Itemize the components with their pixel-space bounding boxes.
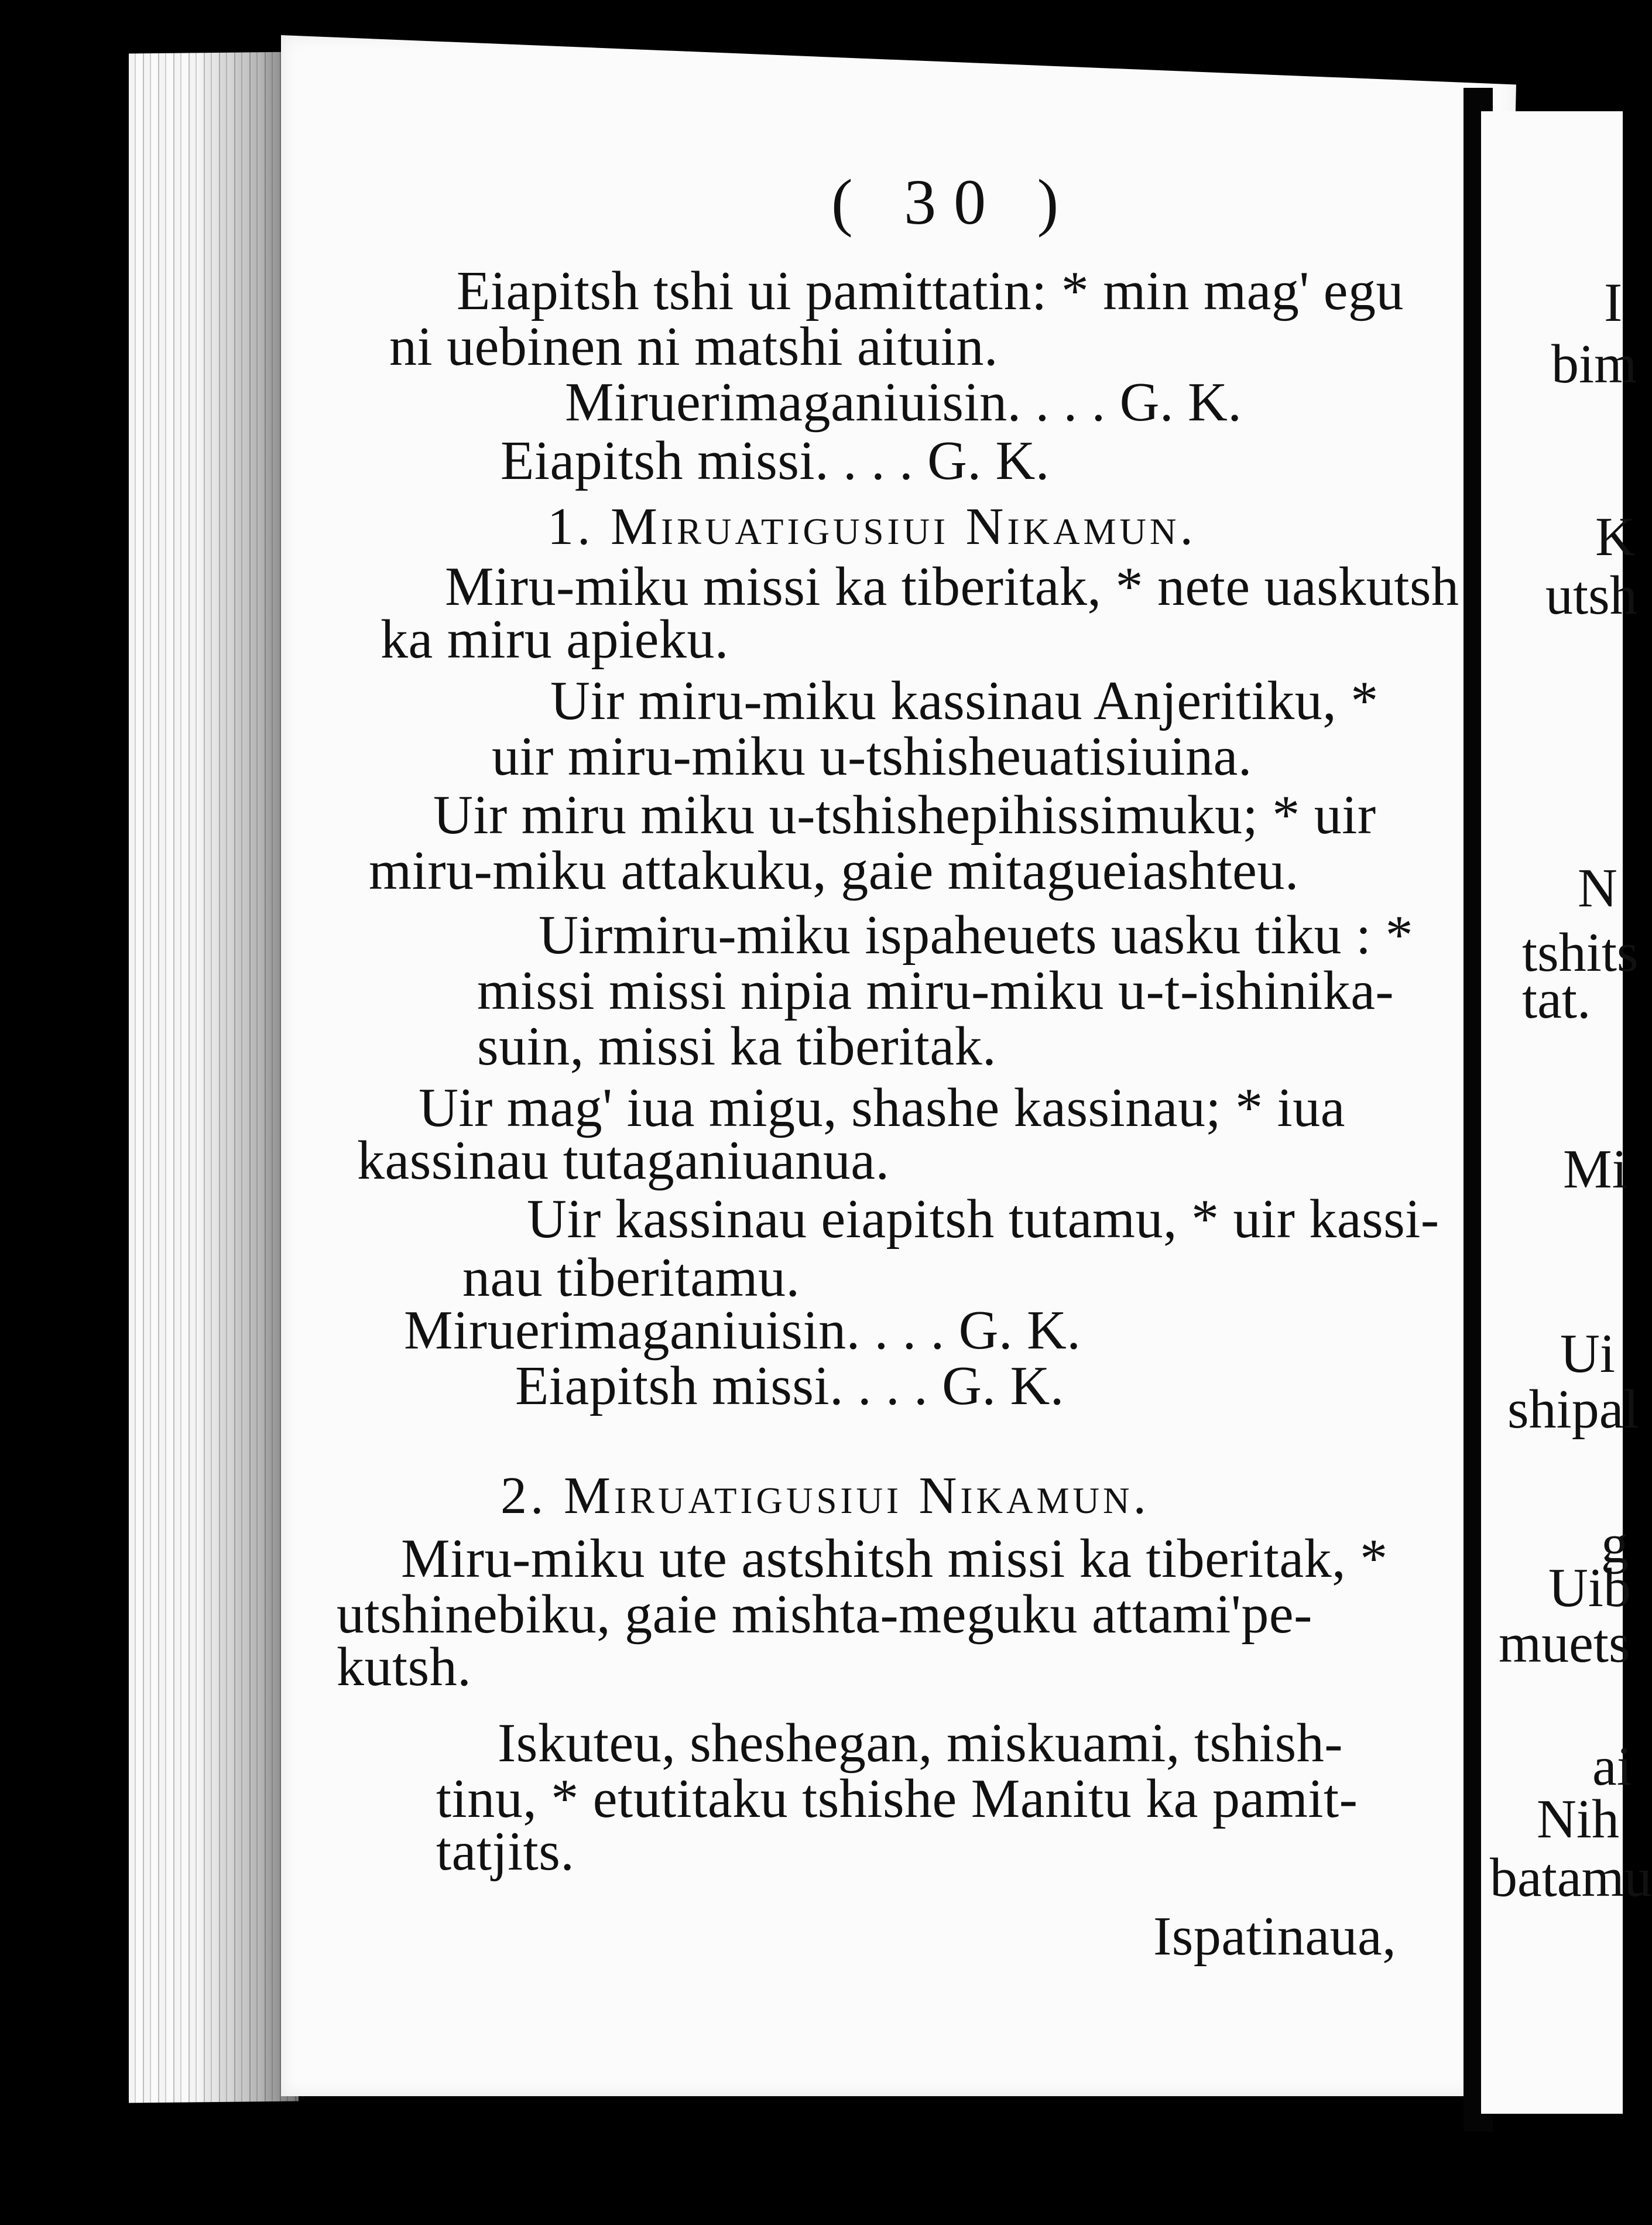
text-line: Uirmiru-miku ispaheuets uasku tiku : * (539, 905, 1414, 966)
text-line: tinu, * etutitaku tshishe Manitu ka pamit- (436, 1768, 1358, 1829)
text-line: Eiapitsh missi. . . . G. K. (515, 1355, 1064, 1416)
text-line: ka miru apieku. (381, 609, 729, 670)
facing-page-fragment: Uib (1548, 1558, 1631, 1618)
text-line: Uir kassinau eiapitsh tutamu, * uir kassi- (527, 1189, 1439, 1250)
section-heading: 2. Miruatigusiui Nikamun. (501, 1467, 1150, 1525)
facing-page-fragment: tat. (1522, 969, 1591, 1030)
facing-page-fragment: Ui (1560, 1323, 1615, 1384)
text-line: kassinau tutaganiuanua. (357, 1130, 890, 1191)
facing-page-fragment: g (1601, 1514, 1629, 1574)
facing-page-fragment: shipal (1507, 1379, 1639, 1440)
text-line: tatjits. (436, 1821, 575, 1882)
facing-page-fragment: Mi (1563, 1139, 1627, 1200)
facing-page-fragment: utsh (1545, 565, 1637, 626)
text-line: Miru-miku ute astshitsh missi ka tiberitak, * (401, 1528, 1388, 1589)
text-line: missi missi nipia miru-miku u-t-ishinika- (477, 960, 1394, 1021)
text-line: Uir miru miku u-tshishepihissimuku; * uir (433, 785, 1376, 846)
text-line: suin, missi ka tiberitak. (477, 1016, 997, 1077)
facing-page-fragment: K (1595, 506, 1635, 567)
text-line: Uir mag' iua migu, shashe kassinau; * iua (419, 1077, 1345, 1138)
text-line: Miru-miku missi ka tiberitak, * nete uaskutsh (445, 556, 1459, 617)
text-line: uir miru-miku u-tshisheuatisiuina. (492, 726, 1252, 787)
facing-page-fragment: Nih (1537, 1789, 1619, 1850)
text-line: Iskuteu, sheshegan, miskuami, tshish- (498, 1713, 1343, 1774)
facing-page-fragment: tshits (1522, 922, 1639, 983)
text-line: Uir miru-miku kassinau Anjeritiku, * (550, 670, 1379, 731)
catchword: Ispatinaua, (1153, 1906, 1397, 1967)
text-line: Eiapitsh tshi ui pamittatin: * min mag' egu (457, 261, 1404, 321)
facing-page-fragment: muets (1499, 1613, 1630, 1674)
text-line: utshinebiku, gaie mishta-meguku attami'pe- (337, 1584, 1312, 1645)
text-line: miru-miku attakuku, gaie mitagueiashteu. (369, 840, 1299, 901)
facing-page-fragment: ai (1592, 1736, 1632, 1797)
section-heading: 1. Miruatigusiui Nikamun. (547, 498, 1197, 556)
page-number: ( 30 ) (831, 166, 1077, 238)
text-line: Miruerimaganiuisin. . . . G. K. (404, 1300, 1081, 1361)
text-line: Miruerimaganiuisin. . . . G. K. (565, 372, 1242, 433)
text-line: kutsh. (337, 1637, 472, 1697)
facing-page-fragment: I (1604, 272, 1623, 333)
facing-page-fragment: N (1578, 858, 1617, 919)
text-line: nau tiberitamu. (462, 1247, 800, 1308)
text-line: Eiapitsh missi. . . . G. K. (501, 430, 1050, 491)
facing-page-fragment: bim (1551, 334, 1637, 395)
facing-page-fragment: batamu (1490, 1847, 1652, 1908)
text-line: ni uebinen ni matshi aituin. (389, 316, 999, 377)
